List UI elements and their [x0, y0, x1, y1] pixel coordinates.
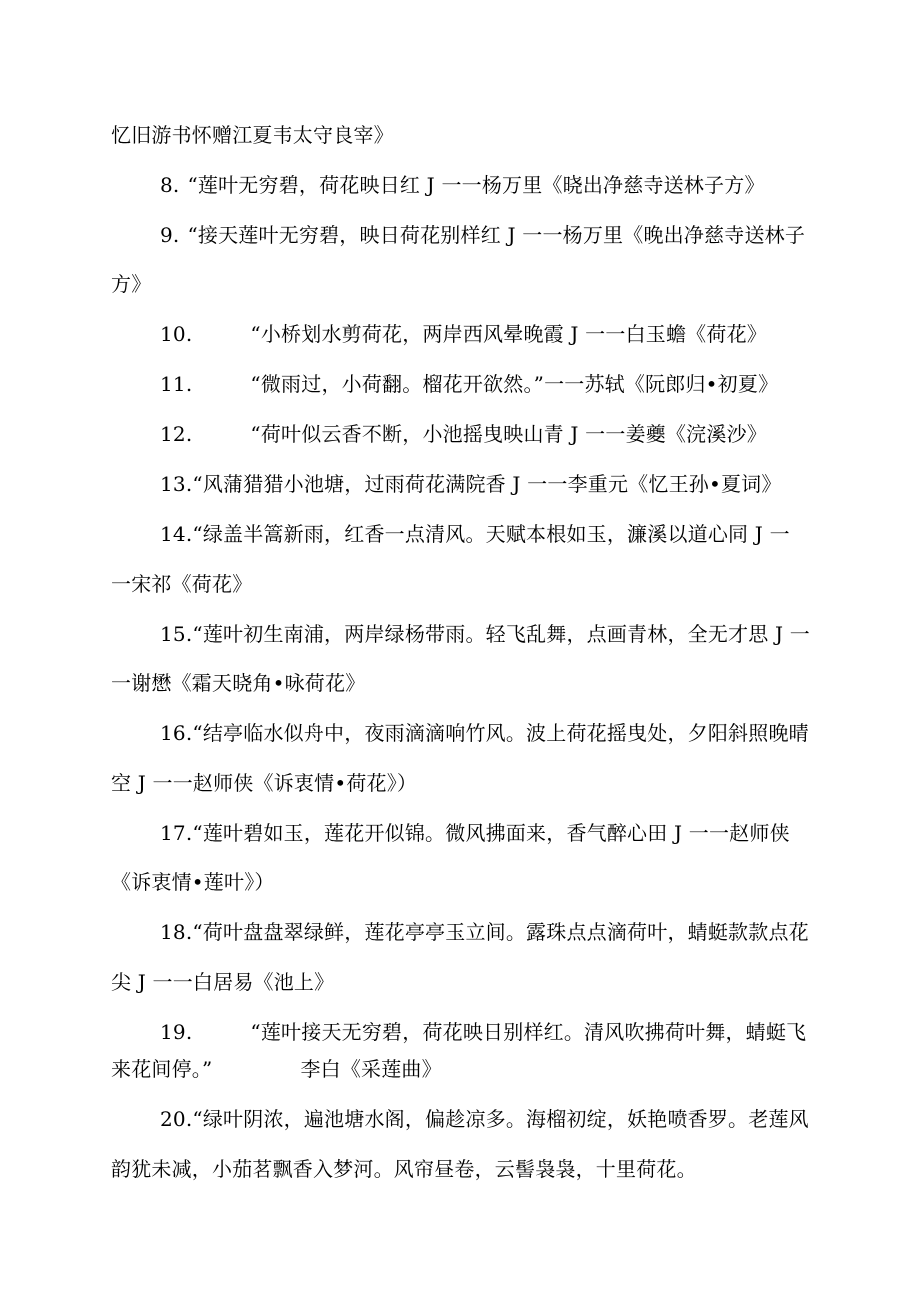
line-text: 来花间停。”: [111, 1057, 213, 1081]
item-text: “莲叶接天无穷碧，荷花映日别样红。清风吹拂荷叶舞，蜻蜓飞: [250, 1020, 807, 1044]
item-number: 13.: [160, 472, 193, 496]
item-number: 15.: [160, 622, 193, 646]
item-number: 9.: [160, 223, 180, 247]
line-text: 方》: [111, 272, 152, 296]
item-text: “荷叶似云香不断，小池摇曳映山青 J 一一姜夔《浣溪沙》: [250, 422, 767, 446]
list-item-8: [160, 172, 860, 198]
text-line: [111, 271, 811, 297]
list-item-14: [160, 521, 860, 547]
item-text: “莲叶无穷碧，荷花映日红 J 一一杨万里《晓出净慈寺送林子方》: [187, 173, 765, 197]
line-text: 一谢懋《霜天晓角•咏荷花》: [111, 671, 366, 695]
list-item-10: [160, 321, 860, 347]
item-number: 10.: [160, 322, 193, 346]
list-item-19: [160, 1019, 860, 1045]
line-text: 韵犹未减，小茄茗飘香入梦河。风帘昼卷，云髻袅袅，十里荷花。: [111, 1157, 697, 1181]
text-line: [111, 122, 811, 148]
item-text: “接天莲叶无穷碧，映日荷花别样红 J 一一杨万里《晚出净慈寺送林子: [187, 223, 806, 247]
list-item-13: [160, 471, 860, 497]
attribution-text: 李白《采莲曲》: [300, 1057, 442, 1081]
line-text: 忆旧游书怀赠江夏韦太守良宰》: [111, 123, 394, 147]
item-number: 16.: [160, 721, 193, 745]
item-number: 20.: [160, 1107, 193, 1131]
list-item-11: [160, 371, 860, 397]
line-text: 尖 J 一一白居易《池上》: [111, 970, 335, 994]
text-line: [111, 670, 811, 696]
item-text: “小桥划水剪荷花，两岸西风晕晚霞 J 一一白玉蟾《荷花》: [250, 322, 767, 346]
list-item-20: [160, 1106, 860, 1132]
item-text: “荷叶盘盘翠绿鲜，莲花亭亭玉立间。露珠点点滴荷叶，蜻蜓款款点花: [192, 920, 809, 944]
text-line: [111, 969, 811, 995]
text-line: [111, 1056, 811, 1082]
text-line: [111, 571, 811, 597]
text-line: [111, 1156, 811, 1182]
item-number: 11.: [160, 372, 193, 396]
line-text: 空 J 一一赵师侠《诉衷情•荷花》）: [111, 771, 418, 795]
item-number: 18.: [160, 920, 193, 944]
item-text: “莲叶碧如玉，莲花开似锦。微风拂面来，香气醉心田 J 一一赵师侠: [192, 821, 790, 845]
item-text: “风蒲猎猎小池塘，过雨荷花满院香 J 一一李重元《忆王孙•夏词》: [192, 472, 782, 496]
list-item-15: [160, 621, 860, 647]
item-number: 12.: [160, 422, 193, 446]
list-item-12: [160, 421, 860, 447]
list-item-17: [160, 820, 860, 846]
text-line: [111, 770, 811, 796]
item-text: “莲叶初生南浦，两岸绿杨带雨。轻飞乱舞，点画青林，全无才思 J 一: [192, 622, 810, 646]
line-text: 《诉衷情•莲叶》）: [111, 870, 275, 894]
item-text: “结亭临水似舟中，夜雨滴滴响竹风。波上荷花摇曳处，夕阳斜照晚晴: [192, 721, 809, 745]
item-text: “微雨过，小荷翻。榴花开欲然。”一一苏轼《阮郎归•初夏》: [250, 372, 779, 396]
list-item-16: [160, 720, 860, 746]
list-item-18: [160, 919, 860, 945]
item-number: 14.: [160, 522, 193, 546]
item-number: 8.: [160, 173, 180, 197]
list-item-9: [160, 222, 860, 248]
item-number: 17.: [160, 821, 193, 845]
line-text: 一宋祁《荷花》: [111, 572, 253, 596]
item-number: 19.: [160, 1020, 193, 1044]
item-text: “绿叶阴浓，遍池塘水阁，偏趁凉多。海榴初绽，妖艳喷香罗。老莲风: [192, 1107, 809, 1131]
text-line: [111, 869, 811, 895]
item-text: “绿盖半篙新雨，红香一点清风。天赋本根如玉，濂溪以道心同 J 一: [192, 522, 790, 546]
